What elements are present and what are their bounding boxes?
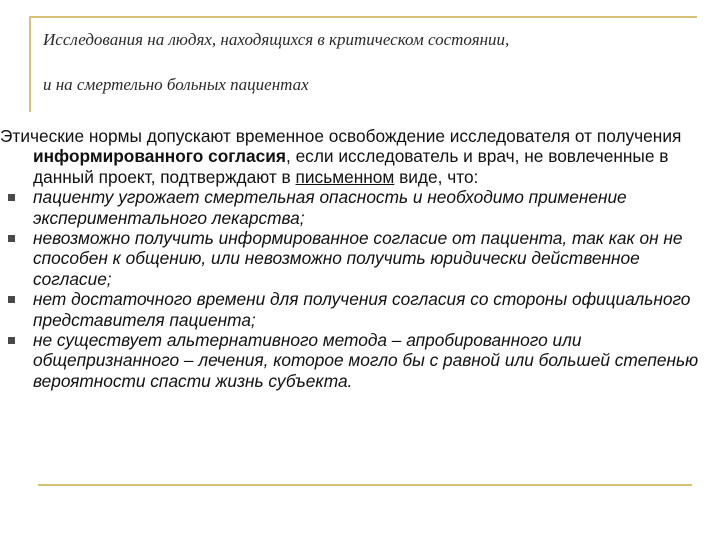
square-bullet-icon xyxy=(8,296,15,303)
list-item xyxy=(0,228,716,289)
list-item-text: пациенту угрожает смертельная опасность и необходимо применение экспериментального лекарства; xyxy=(33,187,627,228)
square-bullet-icon xyxy=(8,194,15,201)
intro-bold-term: информированного согласия xyxy=(33,146,286,167)
intro-text-1: Этические нормы допускают временное освобождение исследователя от получения xyxy=(0,126,682,146)
intro-paragraph xyxy=(0,126,716,187)
intro-text-3: виде, что: xyxy=(394,166,479,187)
bottom-divider xyxy=(38,484,692,486)
slide-title-line-2: и на смертельно больных пациентах xyxy=(43,75,309,94)
intro-text-2: , если исследователь и врач, не вовлеченные в данный проект, подтверждают в xyxy=(33,146,669,187)
list-item-text: невозможно получить информированное согласие от пациента, так как он не способен к общению, или невозможно получить юридически действенное согласие; xyxy=(33,228,683,289)
slide-title-line-1: Исследования на людях, находящихся в критическом состоянии, xyxy=(43,30,510,49)
list-item xyxy=(0,187,716,228)
list-item xyxy=(0,289,716,330)
intro-underlined-word: письменном xyxy=(295,166,395,187)
list-item xyxy=(0,330,716,391)
list-item-text: нет достаточного времени для получения согласия со стороны официального представителя пациента; xyxy=(33,289,691,330)
list-item-text: не существует альтернативного метода – апробированного или общепризнанного – лечения, которое могло бы с равной или большей степенью вероятности спасти жизнь субъекта. xyxy=(33,330,699,391)
condition-list xyxy=(0,187,716,391)
square-bullet-icon xyxy=(8,235,15,242)
slide-body xyxy=(0,126,716,391)
square-bullet-icon xyxy=(8,337,15,344)
